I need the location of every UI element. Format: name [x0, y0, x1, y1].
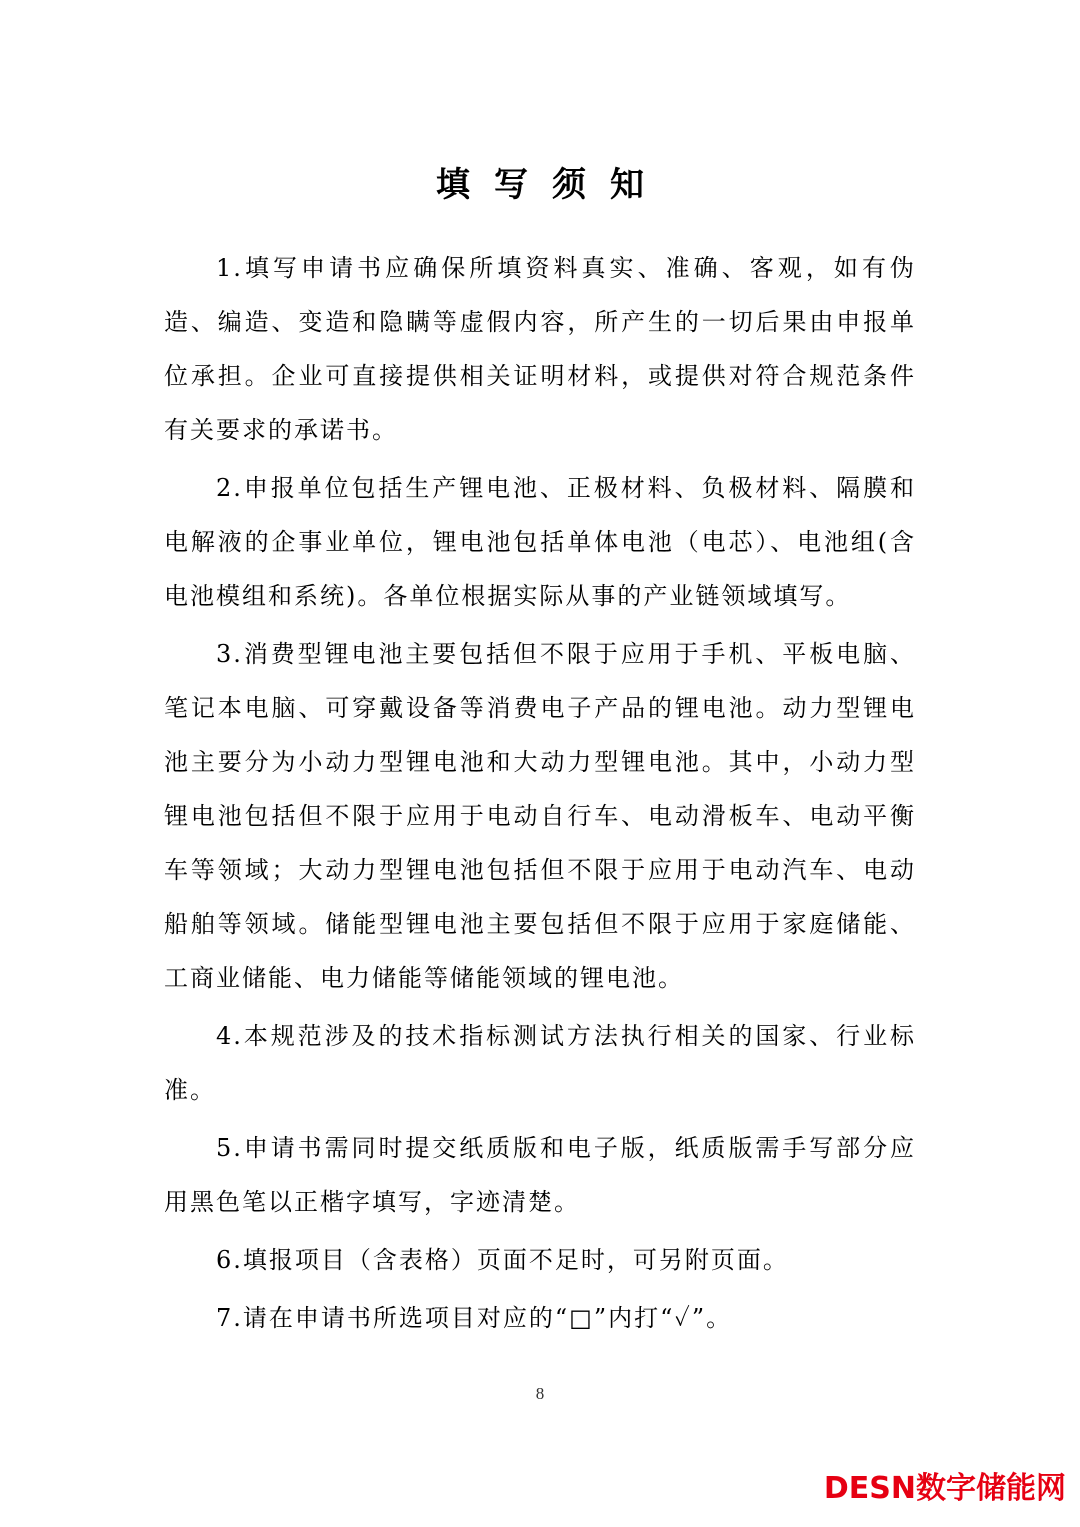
instruction-paragraph-4: 4.本规范涉及的技术指标测试方法执行相关的国家、行业标准。: [164, 1022, 916, 1104]
instructions-body: [164, 241, 916, 1349]
page-number: 8: [535, 1384, 545, 1403]
instruction-paragraph-5: 5.申请书需同时提交纸质版和电子版，纸质版需手写部分应用黑色笔以正楷字填写，字迹清楚。: [164, 1134, 916, 1216]
instruction-paragraph-6: 6.填报项目（含表格）页面不足时，可另附页面。: [216, 1246, 789, 1274]
instruction-paragraph-1: 1.填写申请书应确保所填资料真实、准确、客观，如有伪造、编造、变造和隐瞒等虚假内容，所产生的一切后果由申报单位承担。企业可直接提供相关证明材料，或提供对符合规范条件有关要求的承诺书。: [164, 254, 916, 444]
instruction-paragraph-2: 2.申报单位包括生产锂电池、正极材料、负极材料、隔膜和电解液的企事业单位，锂电池包括单体电池（电芯）、电池组(含电池模组和系统)。各单位根据实际从事的产业链领域填写。: [164, 474, 916, 610]
page-title: 填写须知: [436, 165, 668, 205]
instruction-paragraph-7: 7.请在申请书所选项目对应的“□”内打“✓”。: [216, 1304, 733, 1332]
instruction-paragraph-3: 3.消费型锂电池主要包括但不限于应用于手机、平板电脑、笔记本电脑、可穿戴设备等消费电子产品的锂电池。动力型锂电池主要分为小动力型锂电池和大动力型锂电池。其中，小动力型锂电池包括但不限于应用于电动自行车、电动滑板车、电动平衡车等领域；大动力型锂电池包括但不限于应用于电动汽车、电动船舶等领域。储能型锂电池主要包括但不限于应用于家庭储能、工商业储能、电力储能等储能领域的锂电池。: [164, 640, 916, 992]
watermark-logo: DESN数字储能网: [823, 1471, 1066, 1506]
